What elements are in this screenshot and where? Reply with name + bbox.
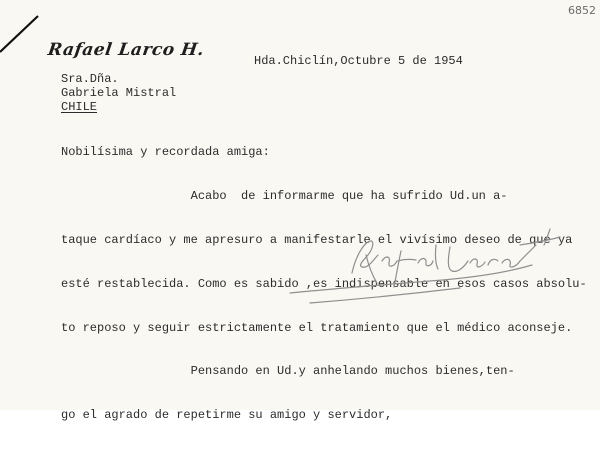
mourning-band (0, 14, 40, 54)
recipient-name: Gabriela Mistral (61, 86, 177, 100)
salutation: Nobilísima y recordada amiga: (61, 145, 270, 159)
body-line: Acabo de informarme que ha sufrido Ud.un a- (61, 189, 508, 204)
body-line: taque cardíaco y me apresuro a manifestarle el vivísimo deseo de que ya (61, 232, 573, 247)
dateline: Hda.Chiclín,Octubre 5 de 1954 (254, 54, 463, 68)
recipient-title: Sra.Dña. (61, 72, 119, 86)
body-line: Pensando en Ud.y anhelando muchos bienes,ten- (61, 364, 515, 379)
handwritten-signature (270, 215, 570, 310)
archive-number: 6852 (568, 4, 596, 17)
recipient-country: CHILE (61, 100, 98, 114)
body-line: esté restablecida. Como es sabido ,es indispensable en esos casos absolu- (61, 276, 587, 291)
body-line: go el agrado de repetirme su amigo y servidor, (61, 408, 393, 423)
letterhead-name: Rafael Larco H. (46, 40, 206, 60)
body-line: to reposo y seguir estrictamente el tratamiento que el médico aconseje. (61, 320, 573, 335)
